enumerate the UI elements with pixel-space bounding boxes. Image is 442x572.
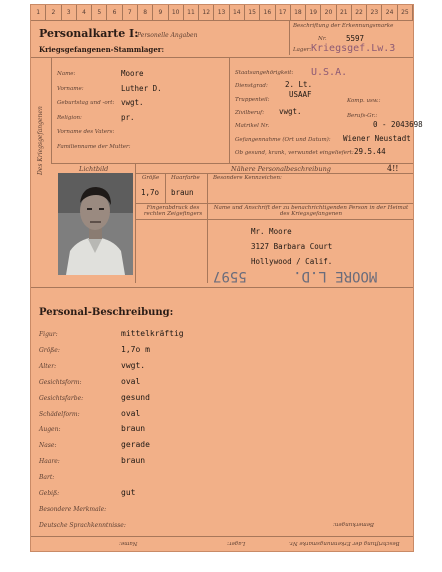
ruler-number: 19: [306, 5, 321, 20]
handwritten-nr: 5597: [213, 268, 247, 284]
beruf-label: Berufs-Gr.:: [347, 113, 378, 119]
ruler-number: 3: [62, 5, 77, 20]
description-title: Personal-Beschreibung:: [39, 307, 174, 318]
right-field-label: Ob gesund, krank, verwundet eingeliefert:: [235, 149, 354, 156]
ruler-number: 22: [352, 5, 367, 20]
left-field-label: Religion:: [57, 114, 82, 121]
nr-label: Nr.: [318, 36, 327, 42]
description-label: Deutsche Sprachkenntnisse:: [39, 521, 126, 529]
haar-label: Haarfarbe: [171, 175, 200, 181]
contact-city: Hollywood / Calif.: [251, 257, 333, 266]
left-field-label: Name:: [57, 71, 76, 77]
right-field-value: vwgt.: [279, 106, 302, 116]
left-field-label: Vorname:: [57, 85, 84, 92]
footer-name-label: Name:: [119, 540, 138, 546]
number-ruler: [31, 5, 413, 21]
side-label: Des Kriegsgefangenen: [37, 106, 44, 175]
description-label: Besondere Merkmale:: [39, 505, 107, 513]
ruler-number: 25: [398, 5, 413, 20]
ruler-number: 10: [169, 5, 184, 20]
finger-label: Fingerabdruck des rechten Zeigefingers: [143, 205, 203, 217]
ruler-number: 12: [199, 5, 214, 20]
desc-label: Nähere Personalbeschreibung: [231, 165, 331, 173]
card-title: Personalkarte I:: [39, 27, 139, 40]
komp-label: Komp. usw.:: [347, 98, 381, 104]
left-field-value: Luther D.: [121, 83, 162, 93]
description-label: Alter:: [39, 362, 57, 370]
photo-label: Lichtbild: [79, 165, 109, 173]
right-field-label: Dienstgrad:: [235, 83, 268, 90]
ruler-number: 15: [245, 5, 260, 20]
personnel-card: [30, 4, 423, 552]
description-value: gut: [121, 488, 136, 497]
right-field-value: U.S.A.: [311, 67, 348, 78]
ruler-number: 1: [31, 5, 46, 20]
left-field-value: pr.: [121, 112, 135, 122]
right-field-label: Zivilberuf:: [235, 109, 265, 116]
description-label: Nase:: [39, 442, 57, 450]
contact-name: Mr. Moore: [251, 227, 292, 236]
ruler-number: 18: [291, 5, 306, 20]
description-label: Haare:: [39, 458, 60, 466]
ruler-number: 2: [46, 5, 61, 20]
right-field-value: 0 - 2043698: [373, 120, 423, 130]
description-value: gesund: [121, 392, 150, 402]
description-value: braun: [121, 424, 146, 434]
description-label: Gesichtsfarbe:: [39, 394, 84, 402]
footer-nr-label: Beschriftung der Erkennungsmarke Nr.: [289, 540, 400, 546]
description-value: gerade: [121, 440, 150, 450]
groesse-value: 1,7o: [141, 188, 160, 197]
footer-lager-label: Lager:: [227, 540, 246, 546]
nr-box-label: Beschriftung der Erkennungsmarke: [293, 23, 394, 29]
ruler-number: 14: [230, 5, 245, 20]
left-field-value: Moore: [121, 69, 144, 78]
description-value: oval: [121, 376, 141, 386]
ruler-number: 20: [321, 5, 336, 20]
left-field-label: Geburtstag und -ort:: [57, 100, 115, 106]
right-field-value: 29.5.44: [354, 146, 386, 156]
description-value: vwgt.: [121, 360, 146, 370]
handwritten-name: MOORE L.D.: [293, 268, 378, 284]
description-label: Augen:: [39, 426, 61, 434]
nr-value: 5597: [346, 34, 365, 43]
camp-label: Kriegsgefangenen-Stammlager:: [39, 45, 165, 54]
ruler-number: 4: [77, 5, 92, 20]
haar-value: braun: [171, 188, 194, 197]
description-value: mittelkräftig: [121, 329, 184, 338]
card-subtitle: Personelle Angaben: [137, 32, 198, 39]
prisoner-photo: [58, 173, 133, 275]
ruler-number: 5: [92, 5, 107, 20]
right-field-label: Gefangennahme (Ort und Datum):: [235, 136, 331, 143]
besondere-label: Besondere Kennzeichen:: [213, 175, 282, 181]
ruler-number: 21: [337, 5, 352, 20]
right-field-label: Matrikel Nr.: [235, 123, 270, 130]
contact-label: Name und Anschrift der zu benachrichtigenden Person in der Heimat des Kriegsgefangenen: [213, 205, 409, 217]
right-field-value: 2. Lt.: [285, 80, 313, 90]
groesse-label: Größe: [142, 175, 160, 181]
contact-street: 3127 Barbara Court: [251, 242, 333, 251]
description-label: Bart:: [39, 474, 55, 482]
ruler-number: 7: [123, 5, 138, 20]
description-value: oval: [121, 408, 141, 418]
lager-label: Lager:: [293, 47, 312, 53]
right-field-value: Wiener Neustadt: [343, 133, 411, 143]
description-label: Figur:: [39, 331, 58, 338]
ruler-number: 6: [107, 5, 122, 20]
description-label: Gebiß:: [39, 490, 60, 497]
desc-mark: 4!!: [387, 164, 399, 173]
ruler-number: 11: [184, 5, 199, 20]
bemerkungen-label: Bemerkungen:: [333, 521, 374, 527]
description-value: 1,7o m: [121, 344, 150, 354]
left-field-label: Vorname des Vaters:: [57, 129, 115, 135]
left-field-value: vwgt.: [121, 98, 144, 107]
right-field-value: USAAF: [289, 89, 312, 99]
description-label: Schädelform:: [39, 410, 80, 418]
ruler-number: 8: [138, 5, 153, 20]
description-label: Größe:: [39, 346, 60, 354]
ruler-number: 17: [276, 5, 291, 20]
description-label: Gesichtsform:: [39, 378, 82, 386]
ruler-number: 16: [260, 5, 275, 20]
ruler-number: 24: [382, 5, 397, 20]
left-field-label: Familienname der Mutter:: [57, 143, 131, 150]
ruler-number: 13: [214, 5, 229, 20]
ruler-number: 23: [367, 5, 382, 20]
description-value: braun: [121, 456, 146, 466]
ruler-number: 9: [153, 5, 168, 20]
right-field-label: Truppenteil:: [235, 96, 270, 103]
right-field-label: Staatsangehörigkeit:: [235, 70, 294, 76]
lager-stamp: Kriegsgef.Lw.3: [311, 43, 396, 54]
